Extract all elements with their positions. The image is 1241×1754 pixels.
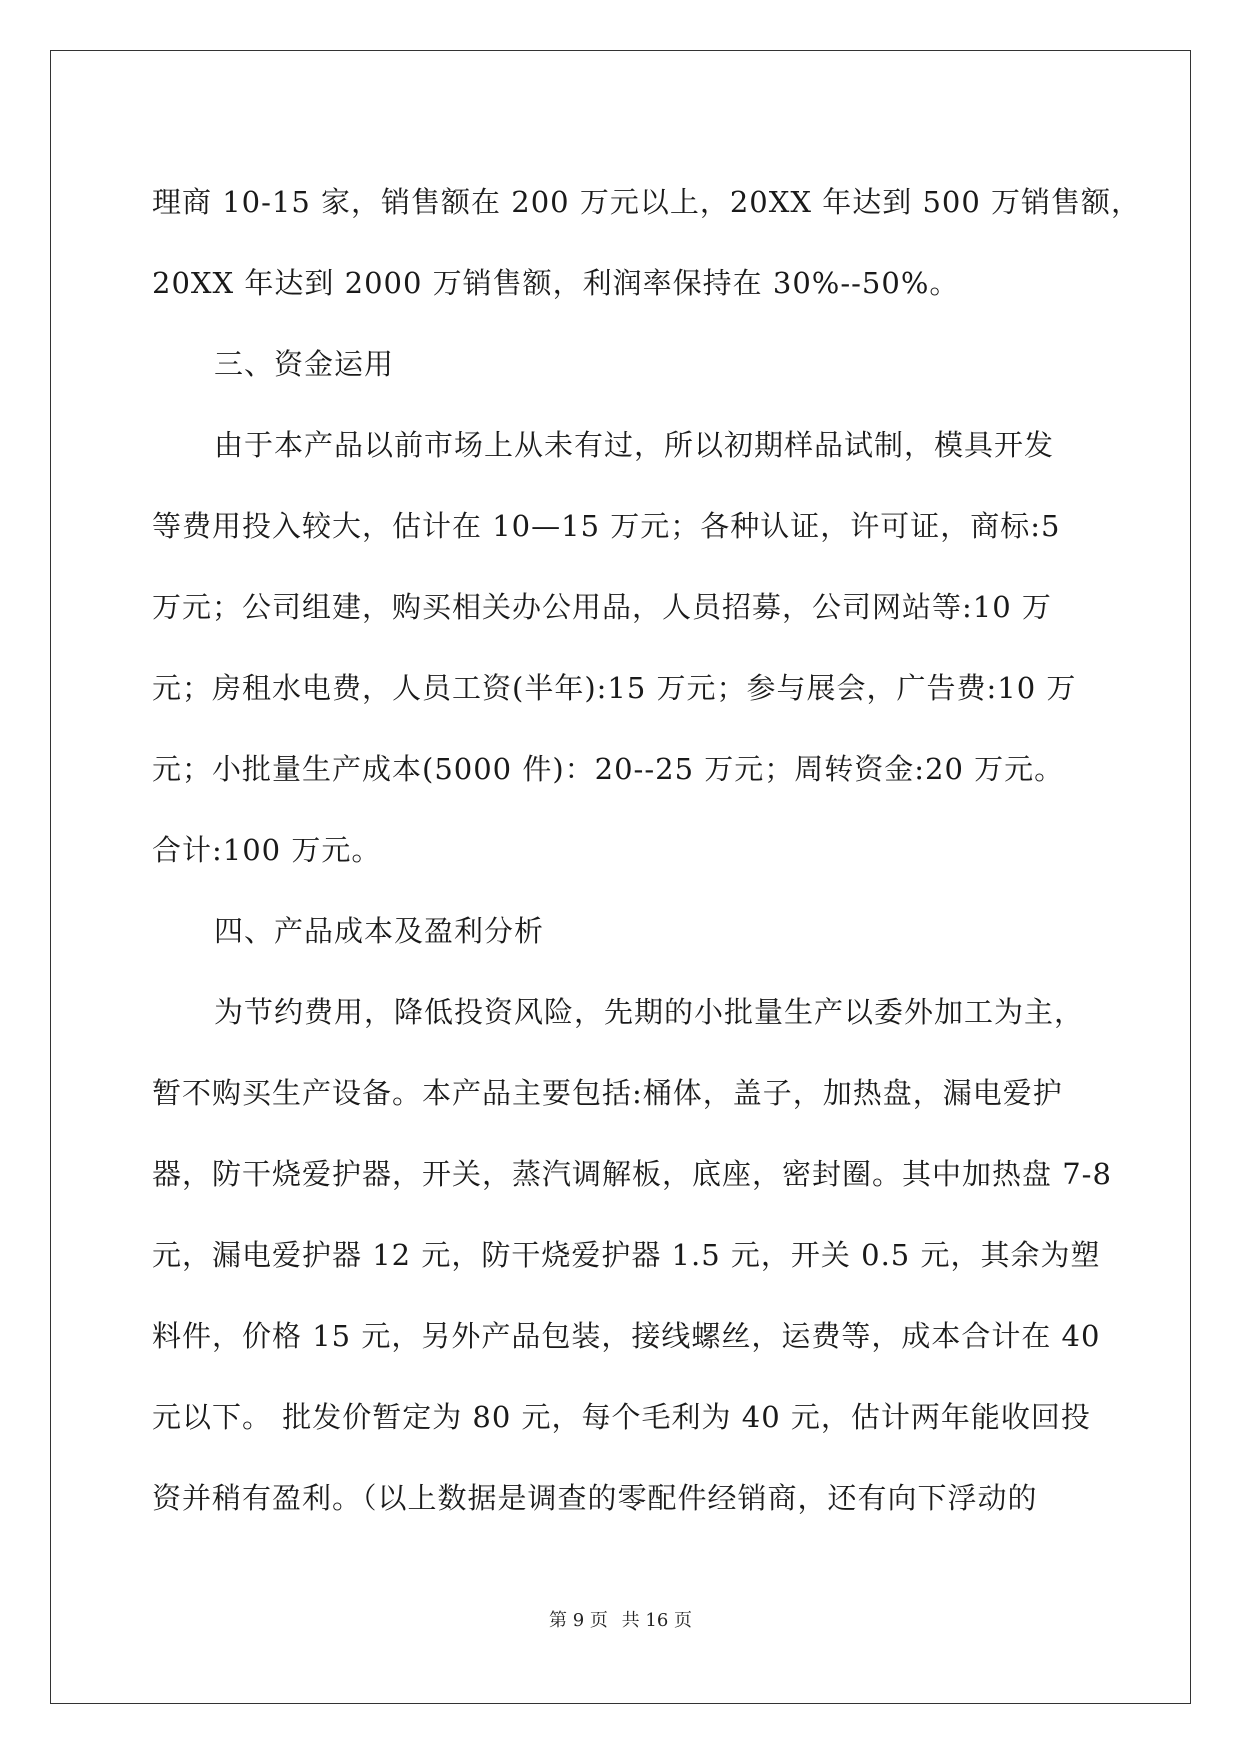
body-line: 元；房租水电费，人员工资(半年):15 万元；参与展会，广告费:10 万 xyxy=(152,671,1077,705)
body-line: 由于本产品以前市场上从未有过，所以初期样品试制，模具开发 xyxy=(214,428,1055,462)
page-footer xyxy=(0,1606,1241,1632)
body-line: 暂不购买生产设备。本产品主要包括:桶体，盖子，加热盘，漏电爱护 xyxy=(152,1076,1063,1110)
section-heading: 三、资金运用 xyxy=(214,347,395,381)
body-line: 料件，价格 15 元，另外产品包装，接线螺丝，运费等，成本合计在 40 xyxy=(152,1319,1101,1353)
page-total: 共 16 页 xyxy=(621,1610,692,1631)
body-line: 元；小批量生产成本(5000 件)：20--25 万元；周转资金:20 万元。 xyxy=(152,752,1065,786)
body-line: 等费用投入较大，估计在 10—15 万元；各种认证，许可证，商标:5 xyxy=(152,509,1061,543)
body-line: 20XX 年达到 2000 万销售额，利润率保持在 30%--50%。 xyxy=(152,266,960,300)
body-line: 元，漏电爱护器 12 元，防干烧爱护器 1.5 元，开关 0.5 元，其余为塑 xyxy=(152,1238,1101,1272)
page-number: 第 9 页 xyxy=(549,1610,608,1631)
body-line: 合计:100 万元。 xyxy=(152,833,382,867)
body-line: 万元；公司组建，购买相关办公用品，人员招募，公司网站等:10 万 xyxy=(152,590,1052,624)
body-line: 为节约费用，降低投资风险，先期的小批量生产以委外加工为主， xyxy=(214,995,1085,1029)
body-line: 资并稍有盈利。（以上数据是调查的零配件经销商，还有向下浮动的 xyxy=(152,1481,1038,1515)
body-line: 器，防干烧爱护器，开关，蒸汽调解板，底座，密封圈。其中加热盘 7-8 xyxy=(152,1157,1112,1191)
document-body xyxy=(152,162,1142,1539)
body-line: 理商 10-15 家，销售额在 200 万元以上，20XX 年达到 500 万销售额， xyxy=(152,185,1142,219)
section-heading: 四、产品成本及盈利分析 xyxy=(214,914,545,948)
body-line: 元以下。 批发价暂定为 80 元，每个毛利为 40 元，估计两年能收回投 xyxy=(152,1400,1091,1434)
